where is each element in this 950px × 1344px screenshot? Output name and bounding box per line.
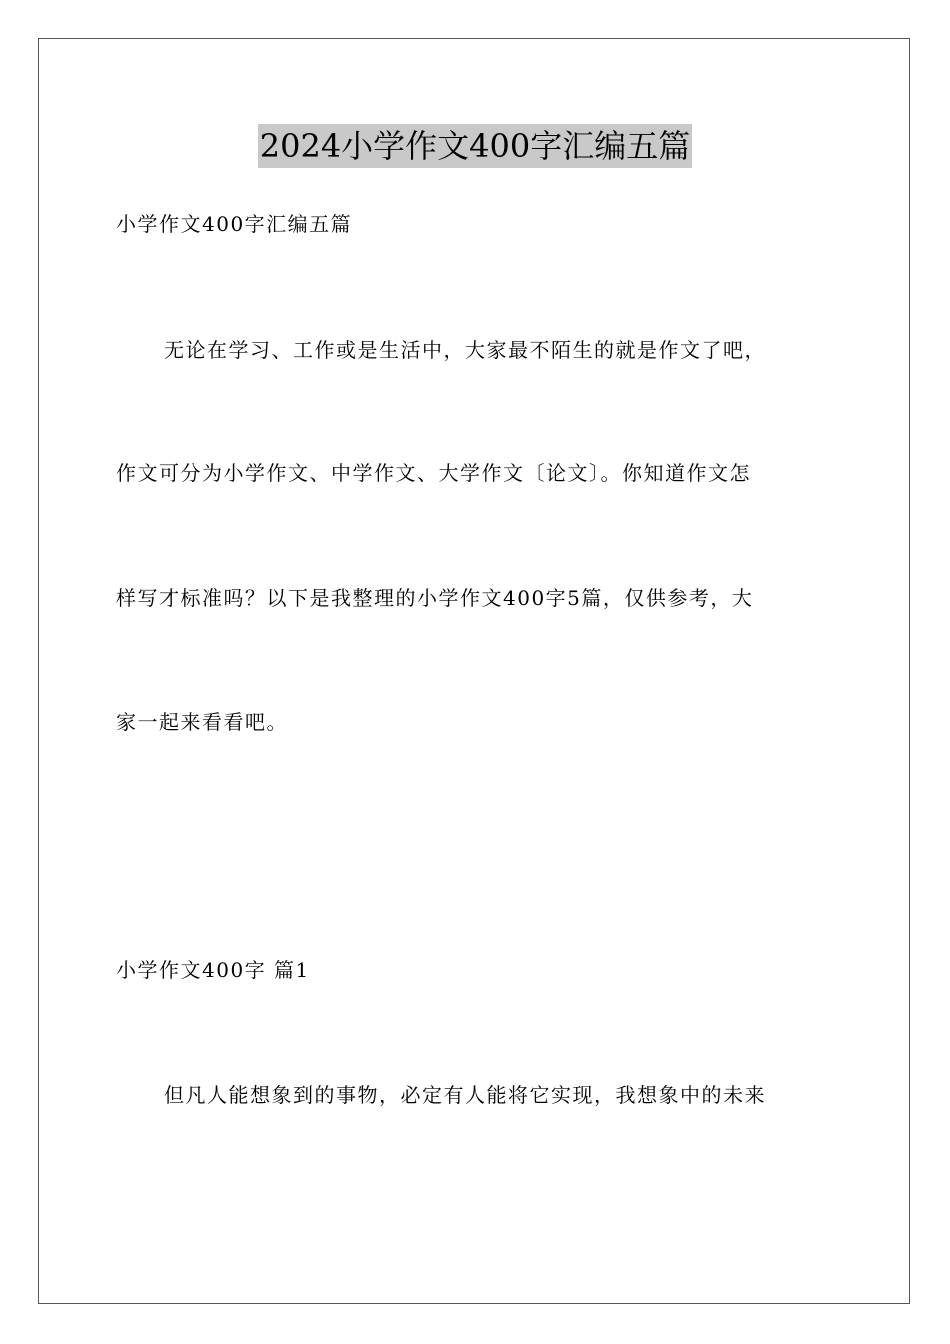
- intro-paragraph-line: 样写才标准吗？以下是我整理的小学作文400字5篇，仅供参考，大: [116, 586, 754, 610]
- intro-paragraph-line: 作文可分为小学作文、中学作文、大学作文〔论文〕。你知道作文怎: [116, 461, 751, 485]
- section-paragraph-line: 但凡人能想象到的事物，必定有人能将它实现，我想象中的未来: [164, 1083, 766, 1107]
- document-title: 2024小学作文400字汇编五篇: [258, 124, 693, 168]
- document-subtitle: 小学作文400字汇编五篇: [116, 212, 353, 236]
- intro-paragraph-line: 家一起来看看吧。: [116, 710, 288, 734]
- intro-paragraph-line: 无论在学习、工作或是生活中，大家最不陌生的就是作文了吧，: [164, 338, 766, 362]
- title-container: [0, 124, 950, 168]
- section-heading: 小学作文400字 篇1: [116, 958, 310, 982]
